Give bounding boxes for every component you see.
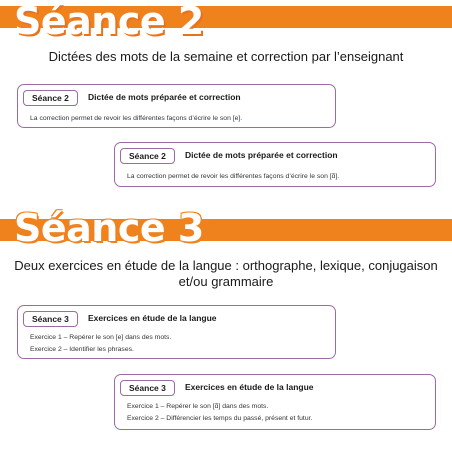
- seance-tag: Séance 2: [23, 90, 78, 106]
- seance-tag: Séance 3: [23, 311, 78, 327]
- seance-3-card-2: [114, 374, 436, 430]
- card-title: Dictée de mots préparée et correction: [88, 92, 241, 102]
- card-line: Exercice 2 – Différencier les temps du passé, présent et futur.: [127, 415, 313, 422]
- seance-tag: Séance 3: [120, 380, 175, 396]
- card-line: La correction permet de revoir les différentes façons d’écrire le son [e].: [30, 115, 243, 122]
- seance-tag: Séance 2: [120, 148, 175, 164]
- card-line: Exercice 1 – Repérer le son [ɑ̃] dans des mots.: [127, 403, 269, 410]
- seance-2-heading: Séance 2: [14, 0, 204, 43]
- card-title: Dictée de mots préparée et correction: [185, 150, 338, 160]
- card-line: Exercice 2 – Identifier les phrases.: [30, 346, 134, 353]
- seance-3-card-1: [17, 305, 336, 359]
- seance-2-subtitle: Dictées des mots de la semaine et correction par l’enseignant: [48, 49, 404, 64]
- card-line: La correction permet de revoir les différentes façons d’écrire le son [ɑ̃].: [127, 173, 340, 180]
- seance-3-subtitle-line-1: Deux exercices en étude de la langue : orthographe, lexique, conjugaison: [14, 258, 438, 273]
- card-line: Exercice 1 – Repérer le son [e] dans des mots.: [30, 334, 172, 341]
- seance-3-subtitle-line-2: et/ou grammaire: [178, 274, 274, 289]
- seance-2-card-1: [17, 84, 336, 128]
- card-title: Exercices en étude de la langue: [185, 382, 314, 392]
- seance-3-heading: Séance 3: [14, 206, 204, 250]
- card-title: Exercices en étude de la langue: [88, 313, 217, 323]
- seance-2-card-2: [114, 142, 436, 187]
